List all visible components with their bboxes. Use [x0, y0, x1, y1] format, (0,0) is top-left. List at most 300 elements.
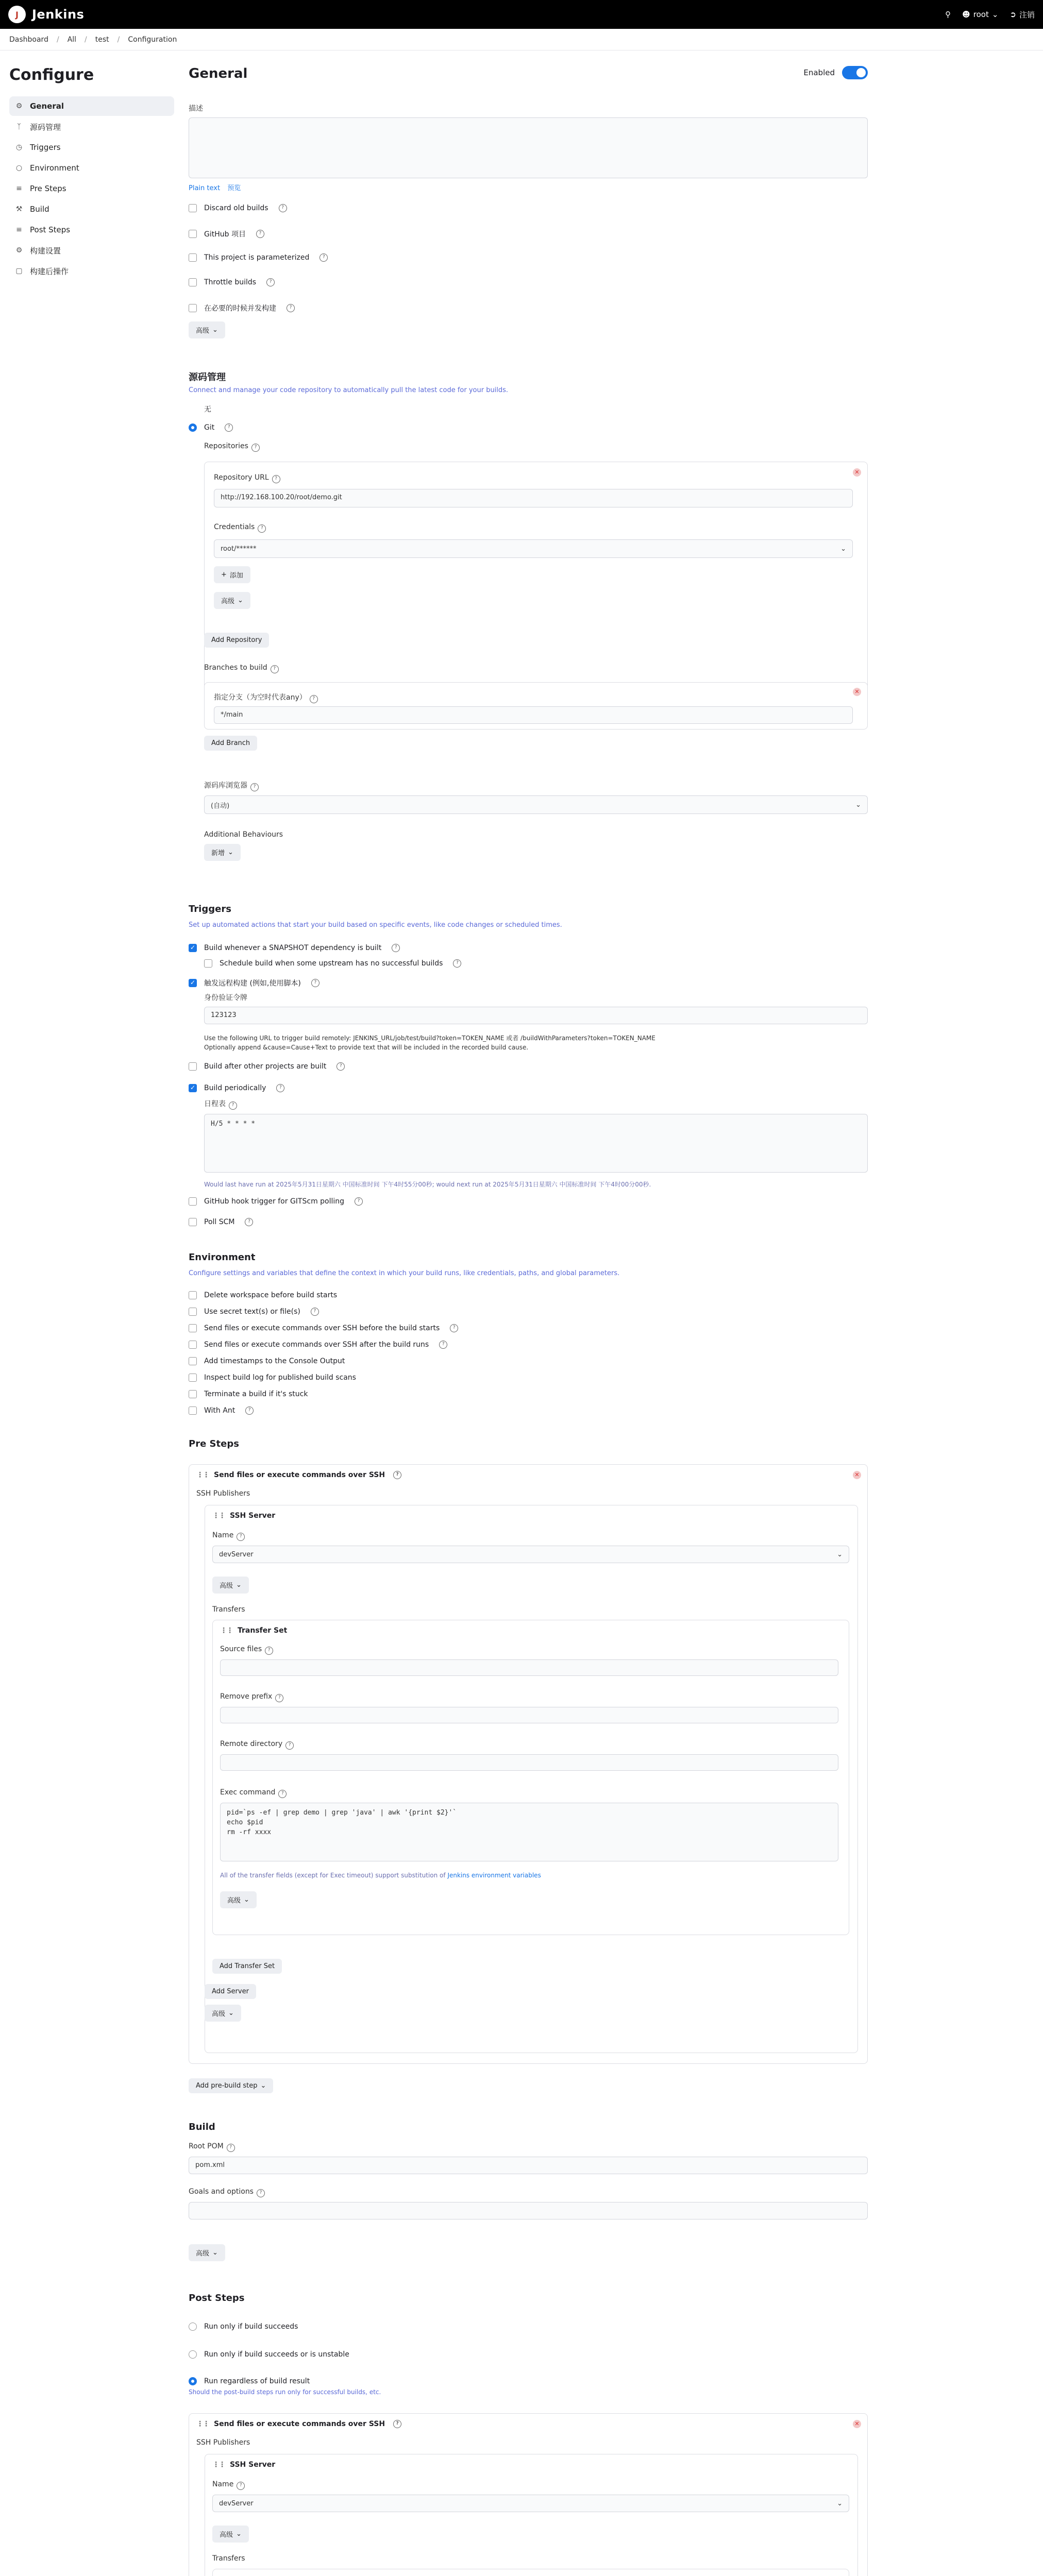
- branches-label: [204, 664, 279, 673]
- github-project-option[interactable]: [189, 229, 264, 239]
- sidebar-item-label: Pre Steps: [30, 184, 66, 193]
- checkbox[interactable]: [189, 278, 197, 286]
- button-label: Add Transfer Set: [220, 1962, 275, 1970]
- hammer-icon: ⚒: [15, 205, 23, 213]
- option-label: Use secret text(s) or file(s): [204, 1308, 300, 1316]
- option-label: 在必要的时候并发构建: [204, 304, 276, 313]
- breadcrumb-all[interactable]: All: [67, 35, 77, 44]
- sidebar: [9, 66, 174, 282]
- option-label: Poll SCM: [204, 1218, 235, 1226]
- button-label: 添加: [229, 572, 243, 580]
- help-icon[interactable]: ?: [275, 1694, 283, 1702]
- post-step-card: [189, 2413, 868, 2576]
- chevron-down-icon: ⌄: [840, 545, 846, 553]
- repo-browser-label: [204, 780, 259, 791]
- source-files-input[interactable]: [220, 1659, 838, 1676]
- checkbox[interactable]: [189, 1308, 197, 1316]
- env-option[interactable]: [189, 1341, 447, 1349]
- checkbox[interactable]: [189, 230, 197, 238]
- transfers-label: Transfers: [212, 1605, 245, 1614]
- ssh-server-header: [212, 1512, 275, 1520]
- token-input[interactable]: 123123: [204, 1007, 868, 1024]
- remote-trigger-option[interactable]: [189, 978, 319, 988]
- sidebar-item-label: Environment: [30, 163, 79, 173]
- drag-handle-icon[interactable]: ⋮⋮: [220, 1626, 232, 1635]
- help-icon[interactable]: ?: [225, 423, 233, 432]
- remove-prefix-input[interactable]: [220, 1707, 838, 1723]
- box-icon: ▢: [15, 267, 23, 275]
- logout-label: 注销: [1019, 10, 1035, 20]
- remove-prefix-label: [220, 1692, 283, 1702]
- select-value: devServer: [219, 1550, 254, 1558]
- drag-handle-icon[interactable]: ⋮⋮: [212, 2461, 225, 2469]
- chevron-down-icon: ⌄: [228, 2009, 234, 2017]
- add-branch-button[interactable]: [204, 736, 257, 751]
- environment-title: Environment: [189, 1252, 256, 1263]
- concurrent-builds-option[interactable]: [189, 303, 295, 313]
- option-label: Schedule build when some upstream has no successful builds: [220, 959, 443, 968]
- add-pre-build-step-button[interactable]: [189, 2078, 273, 2093]
- scm-git-option[interactable]: [189, 423, 233, 432]
- jenkins-logo-icon: J: [8, 6, 26, 23]
- server-name-select[interactable]: [212, 2495, 849, 2512]
- enabled-label: Enabled: [803, 68, 835, 77]
- button-label: 高级: [196, 2250, 210, 2258]
- credentials-text: Credentials: [214, 523, 255, 531]
- button-label: 高级: [221, 598, 235, 605]
- checkbox[interactable]: [189, 1218, 197, 1226]
- close-icon[interactable]: ✕: [853, 688, 861, 696]
- add-credentials-button[interactable]: [214, 566, 250, 583]
- help-icon[interactable]: ?: [276, 1084, 284, 1092]
- chevron-down-icon: ⌄: [837, 2499, 843, 2507]
- help-icon[interactable]: ?: [278, 1790, 287, 1798]
- help-icon[interactable]: ?: [250, 783, 259, 791]
- help-icon[interactable]: ?: [229, 1101, 237, 1110]
- goals-text: Goals and options: [189, 2188, 254, 2196]
- sidebar-item-label: Post Steps: [30, 225, 71, 234]
- radio[interactable]: [189, 2323, 197, 2331]
- sidebar-item-scm[interactable]: [9, 117, 174, 137]
- step-title: Send files or execute commands over SSH: [214, 1471, 385, 1479]
- breadcrumb-dashboard[interactable]: Dashboard: [9, 35, 48, 44]
- repository-card: [204, 462, 868, 696]
- remote-directory-input[interactable]: [220, 1754, 838, 1771]
- branch-spec-label: [214, 692, 318, 703]
- sidebar-item-build[interactable]: [9, 199, 174, 219]
- radio[interactable]: [189, 423, 197, 432]
- brand-name: Jenkins: [32, 7, 85, 22]
- select-value: (自动): [211, 802, 230, 810]
- help-icon[interactable]: ?: [266, 278, 275, 286]
- close-icon[interactable]: ✕: [853, 1471, 861, 1479]
- sidebar-item-label: 源码管理: [30, 122, 61, 132]
- schedule-upstream-option[interactable]: [204, 959, 461, 968]
- enabled-control: [803, 66, 868, 79]
- additional-behaviours-label: Additional Behaviours: [204, 831, 283, 839]
- option-label: Build whenever a SNAPSHOT dependency is built: [204, 944, 382, 952]
- schedule-note: Would last have run at 2025年5月31日星期六 中国标准时间 下午4时55分00秒; would next run at 2025年5月31日星期六 中国标准时间 下午4时00分00秒.: [204, 1181, 651, 1188]
- checkbox[interactable]: [189, 1324, 197, 1332]
- help-icon[interactable]: ?: [393, 1471, 401, 1479]
- button-label: 新增: [211, 850, 225, 857]
- chevron-down-icon: ⌄: [238, 597, 243, 604]
- build-after-others-option[interactable]: [189, 1062, 345, 1071]
- radio[interactable]: [189, 2350, 197, 2359]
- option-label: This project is parameterized: [204, 253, 310, 262]
- checkbox[interactable]: [189, 253, 197, 262]
- logout-icon: ➲: [1010, 10, 1016, 19]
- pre-step-card: [189, 1464, 868, 2064]
- button-label: Add Branch: [211, 739, 250, 747]
- checkbox[interactable]: [189, 1390, 197, 1398]
- repo-advanced-button[interactable]: [214, 592, 250, 609]
- user-menu[interactable]: [962, 10, 998, 19]
- sidebar-item-label: Build: [30, 205, 49, 214]
- pre-step-advanced-button[interactable]: [205, 2005, 241, 2022]
- help-icon[interactable]: ?: [272, 475, 280, 483]
- sidebar-item-triggers[interactable]: [9, 138, 174, 157]
- repo-url-input[interactable]: http://192.168.100.20/root/demo.git: [214, 489, 853, 507]
- sidebar-item-environment[interactable]: [9, 158, 174, 178]
- button-label: 高级: [227, 1897, 241, 1905]
- top-bar: [0, 0, 1043, 29]
- discard-old-builds-option[interactable]: [189, 204, 287, 212]
- help-icon[interactable]: ?: [319, 253, 328, 262]
- chevron-down-icon: ⌄: [236, 2530, 242, 2538]
- substitution-note: [220, 1872, 541, 1879]
- post-step-header: [196, 2420, 401, 2428]
- breadcrumb-separator: /: [56, 35, 59, 44]
- triggers-description: Set up automated actions that start your build based on specific events, like code changes or scheduled times.: [189, 921, 562, 929]
- chevron-down-icon: ⌄: [228, 849, 233, 856]
- server-name-select[interactable]: [212, 1546, 849, 1563]
- sidebar-item-pre-steps[interactable]: [9, 179, 174, 198]
- schedule-text: 日程表: [204, 1100, 226, 1108]
- option-label: Build after other projects are built: [204, 1062, 327, 1071]
- chevron-down-icon: ⌄: [260, 2082, 266, 2090]
- option-label: 无: [204, 405, 211, 414]
- chevron-down-icon: ⌄: [212, 2249, 218, 2257]
- server-advanced-button[interactable]: [212, 1577, 249, 1594]
- checkbox[interactable]: [204, 959, 212, 968]
- help-icon[interactable]: ?: [355, 1197, 363, 1206]
- help-icon[interactable]: ?: [265, 1647, 273, 1655]
- gear-icon: ⚙: [15, 102, 23, 110]
- help-icon[interactable]: ?: [311, 1308, 319, 1316]
- option-label: Run regardless of build result: [204, 2377, 310, 2385]
- triggers-title: Triggers: [189, 904, 231, 914]
- server-name-label: [212, 1531, 245, 1541]
- breadcrumb-separator: /: [85, 35, 87, 44]
- sidebar-item-post-build[interactable]: [9, 261, 174, 281]
- option-label: Discard old builds: [204, 204, 268, 212]
- clock-icon: ◷: [15, 143, 23, 151]
- help-icon[interactable]: ?: [285, 1741, 294, 1750]
- help-icon[interactable]: ?: [245, 1218, 253, 1226]
- goals-label: [189, 2188, 265, 2197]
- search-icon[interactable]: ⚲: [945, 10, 951, 19]
- repo-url-label: [214, 473, 280, 483]
- button-label: Add Repository: [211, 636, 262, 644]
- user-icon: ☻: [962, 10, 970, 19]
- ssh-publishers-label: SSH Publishers: [196, 1489, 250, 1498]
- globe-icon: ○: [15, 164, 23, 172]
- button-label: 高级: [220, 2531, 233, 2539]
- option-label: Run only if build succeeds or is unstable: [204, 2350, 349, 2359]
- help-icon[interactable]: ?: [311, 979, 319, 987]
- help-icon[interactable]: ?: [310, 695, 318, 703]
- transfer-set-header: [220, 1626, 287, 1635]
- checkbox[interactable]: [189, 1062, 197, 1071]
- option-label: Terminate a build if it's stuck: [204, 1390, 308, 1398]
- throttle-builds-option[interactable]: [189, 278, 275, 286]
- transfer-title: Transfer Set: [238, 1626, 288, 1635]
- scm-title: 源码管理: [189, 372, 226, 383]
- run-if-success-option[interactable]: [189, 2323, 298, 2331]
- branch-spec-text: 指定分支（为空时代表any）: [214, 693, 307, 702]
- trigger-url-note: Use the following URL to trigger build remotely: JENKINS_URL/job/test/build?token=TOKEN_NAME 或者 /buildWithParameters?token=TOKEN_NAME: [204, 1035, 655, 1042]
- preview-link[interactable]: 预览: [227, 184, 241, 192]
- close-icon[interactable]: ✕: [853, 2420, 861, 2428]
- repositories-text: Repositories: [204, 442, 248, 450]
- checkbox[interactable]: [189, 1291, 197, 1299]
- pre-step-header: [196, 1471, 401, 1479]
- trigger-cause-note: Optionally append &cause=Cause+Text to provide text that will be included in the recorded build cause.: [204, 1044, 529, 1051]
- build-periodically-option[interactable]: [189, 1084, 284, 1092]
- option-label: Git: [204, 423, 215, 432]
- env-option[interactable]: [189, 1406, 254, 1415]
- build-title: Build: [189, 2122, 215, 2132]
- chevron-down-icon: ⌄: [244, 1896, 249, 1904]
- transfer-set-card: [212, 1620, 849, 1935]
- chevron-down-icon: ⌄: [236, 1581, 242, 1589]
- root-pom-input[interactable]: pom.xml: [189, 2157, 868, 2174]
- env-option[interactable]: [189, 1308, 319, 1316]
- parameterized-option[interactable]: [189, 253, 328, 262]
- sidebar-item-label: General: [30, 101, 64, 111]
- option-label: Add timestamps to the Console Output: [204, 1357, 345, 1365]
- checkbox[interactable]: [189, 979, 197, 987]
- sidebar-item-label: Triggers: [30, 143, 61, 152]
- help-icon[interactable]: ?: [237, 2482, 245, 2490]
- credentials-label: [214, 523, 266, 533]
- sidebar-title: Configure: [9, 66, 94, 84]
- enabled-toggle[interactable]: [842, 66, 868, 79]
- sidebar-item-post-steps[interactable]: [9, 220, 174, 240]
- exec-command-label: [220, 1788, 287, 1798]
- jenkins-home-link[interactable]: [8, 6, 84, 23]
- name-text: Name: [212, 1531, 234, 1539]
- add-server-button[interactable]: [205, 1984, 256, 1999]
- ssh-server-card: [205, 2454, 858, 2576]
- name-text: Name: [212, 2480, 234, 2488]
- option-label: Delete workspace before build starts: [204, 1291, 338, 1299]
- add-behaviour-button[interactable]: [204, 844, 241, 861]
- drag-handle-icon[interactable]: ⋮⋮: [196, 1471, 209, 1479]
- help-icon[interactable]: ?: [393, 2420, 401, 2428]
- remote-directory-label: [220, 1740, 294, 1750]
- transfers-label: Transfers: [212, 2554, 245, 2563]
- breadcrumb: [0, 29, 1043, 50]
- radio[interactable]: [189, 2377, 197, 2385]
- plus-icon: +: [221, 571, 227, 579]
- help-icon[interactable]: ?: [257, 2189, 265, 2197]
- branch-card: [204, 682, 868, 730]
- root-pom-label: [189, 2142, 235, 2152]
- option-label: Throttle builds: [204, 278, 257, 286]
- checkbox[interactable]: [189, 304, 197, 312]
- button-label: Add pre-build step: [196, 2082, 258, 2090]
- ssh-server-header: [212, 2461, 275, 2469]
- option-label: GitHub 项目: [204, 230, 246, 239]
- env-option[interactable]: [189, 1390, 308, 1398]
- general-title: General: [189, 66, 248, 81]
- logout-link[interactable]: [1010, 9, 1035, 20]
- repositories-label: [204, 442, 260, 452]
- sidebar-item-build-settings[interactable]: [9, 241, 174, 260]
- help-icon[interactable]: ?: [245, 1406, 254, 1415]
- description-label: 描述: [189, 105, 203, 113]
- remote-text: Remote directory: [220, 1740, 283, 1748]
- help-icon[interactable]: ?: [392, 944, 400, 952]
- server-title: SSH Server: [230, 1512, 276, 1520]
- checkbox[interactable]: [189, 1406, 197, 1415]
- button-label: 高级: [196, 327, 210, 335]
- breadcrumb-job[interactable]: test: [95, 35, 109, 44]
- chevron-down-icon: ⌄: [991, 10, 999, 19]
- help-icon[interactable]: ?: [337, 1062, 345, 1071]
- transfer-advanced-button[interactable]: [220, 1891, 257, 1908]
- repo-browser-select[interactable]: [204, 795, 868, 814]
- exec-command-input[interactable]: pid=`ps -ef | grep demo | grep 'java' | awk '{print $2}'` echo $pid rm -rf xxxx: [220, 1803, 838, 1861]
- steps-icon: ≡: [16, 226, 22, 234]
- user-name: root: [973, 10, 989, 19]
- run-regardless-option[interactable]: [189, 2377, 310, 2385]
- option-label: 触发远程构建 (例如,使用脚本): [204, 979, 301, 988]
- chevron-down-icon: ⌄: [212, 326, 218, 334]
- help-icon[interactable]: ?: [287, 304, 295, 312]
- checkbox[interactable]: [189, 1341, 197, 1349]
- checkbox[interactable]: [189, 1357, 197, 1365]
- drag-handle-icon[interactable]: ⋮⋮: [196, 2420, 209, 2428]
- help-icon[interactable]: ?: [450, 1324, 458, 1332]
- option-label: With Ant: [204, 1406, 235, 1415]
- sidebar-item-label: 构建设置: [30, 246, 61, 256]
- checkbox[interactable]: [189, 1374, 197, 1382]
- post-steps-note: Should the post-build steps run only for successful builds, etc.: [189, 2388, 381, 2396]
- help-icon[interactable]: ?: [279, 204, 287, 212]
- credentials-select[interactable]: [214, 539, 853, 558]
- prefix-text: Remove prefix: [220, 1692, 273, 1701]
- help-icon[interactable]: ?: [453, 959, 461, 968]
- env-vars-link[interactable]: Jenkins environment variables: [447, 1872, 541, 1879]
- general-advanced-button[interactable]: [189, 321, 225, 338]
- env-option[interactable]: [189, 1324, 458, 1332]
- option-label: Inspect build log for published build scans: [204, 1374, 356, 1382]
- chevron-down-icon: ⌄: [855, 801, 861, 809]
- help-icon[interactable]: ?: [227, 2144, 235, 2152]
- help-icon[interactable]: ?: [271, 665, 279, 673]
- chevron-down-icon: ⌄: [837, 1550, 843, 1558]
- github-hook-option[interactable]: [189, 1197, 363, 1206]
- add-transfer-set-button[interactable]: [212, 1959, 282, 1974]
- help-icon[interactable]: ?: [237, 1533, 245, 1541]
- pre-steps-title: Pre Steps: [189, 1438, 239, 1449]
- checkbox[interactable]: [189, 1084, 197, 1092]
- build-advanced-button[interactable]: [189, 2244, 225, 2261]
- gear-icon: ⚙: [15, 246, 23, 255]
- add-repository-button[interactable]: [204, 633, 269, 648]
- help-icon[interactable]: ?: [251, 444, 260, 452]
- environment-description: Configure settings and variables that define the context in which your build runs, like credentials, paths, and global parameters.: [189, 1269, 620, 1277]
- button-label: 高级: [212, 2010, 226, 2018]
- checkbox[interactable]: [189, 1197, 197, 1206]
- source-files-label: [220, 1645, 273, 1655]
- env-option[interactable]: [189, 1357, 345, 1365]
- plain-text-label: Plain text: [189, 184, 221, 192]
- scm-description: Connect and manage your code repository to automatically pull the latest code for your builds.: [189, 386, 509, 394]
- poll-scm-option[interactable]: [189, 1218, 253, 1226]
- option-label: Send files or execute commands over SSH after the build runs: [204, 1341, 429, 1349]
- scm-none-option[interactable]: [189, 404, 211, 414]
- server-advanced-button[interactable]: [212, 2526, 249, 2543]
- breadcrumb-separator: /: [117, 35, 120, 44]
- schedule-label: [204, 1098, 237, 1110]
- option-label: Build periodically: [204, 1084, 266, 1092]
- exec-text: Exec command: [220, 1788, 276, 1797]
- branch-spec-input[interactable]: */main: [214, 706, 853, 724]
- steps-icon: ≡: [16, 184, 22, 193]
- breadcrumb-configuration[interactable]: Configuration: [128, 35, 177, 44]
- help-icon[interactable]: ?: [439, 1341, 447, 1349]
- help-icon[interactable]: ?: [256, 230, 264, 238]
- env-option[interactable]: [189, 1291, 337, 1299]
- main-content: [189, 66, 868, 2563]
- select-value: devServer: [219, 2499, 254, 2507]
- branch-icon: ᛉ: [16, 123, 22, 131]
- ssh-server-card: [205, 1505, 858, 2053]
- token-label: 身份验证令牌: [204, 994, 247, 1002]
- env-option[interactable]: [189, 1374, 356, 1382]
- option-label: Run only if build succeeds: [204, 2323, 298, 2331]
- server-title: SSH Server: [230, 2461, 276, 2469]
- select-value: root/******: [221, 545, 257, 553]
- checkbox[interactable]: [189, 944, 197, 952]
- checkbox[interactable]: [189, 204, 197, 212]
- sidebar-item-general[interactable]: [9, 96, 174, 116]
- button-label: Add Server: [212, 1988, 249, 1995]
- repo-browser-text: 源码库浏览器: [204, 782, 247, 790]
- note-text: All of the transfer fields (except for Exec timeout) support substitution of: [220, 1872, 448, 1879]
- snapshot-dependency-option[interactable]: [189, 944, 400, 952]
- step-title: Send files or execute commands over SSH: [214, 2420, 385, 2428]
- option-label: Send files or execute commands over SSH before the build starts: [204, 1324, 440, 1332]
- help-icon[interactable]: ?: [258, 524, 266, 533]
- drag-handle-icon[interactable]: ⋮⋮: [212, 1512, 225, 1520]
- description-field[interactable]: [189, 117, 868, 178]
- run-if-unstable-option[interactable]: [189, 2350, 349, 2359]
- ssh-publishers-label: SSH Publishers: [196, 2438, 250, 2447]
- schedule-input[interactable]: H/5 * * * *: [204, 1114, 868, 1173]
- sidebar-item-label: 构建后操作: [30, 266, 69, 276]
- close-icon[interactable]: ✕: [853, 468, 861, 477]
- goals-input[interactable]: [189, 2202, 868, 2219]
- post-steps-title: Post Steps: [189, 2293, 245, 2303]
- option-label: GitHub hook trigger for GITScm polling: [204, 1197, 345, 1206]
- button-label: 高级: [220, 1582, 233, 1590]
- description-format: [189, 182, 241, 192]
